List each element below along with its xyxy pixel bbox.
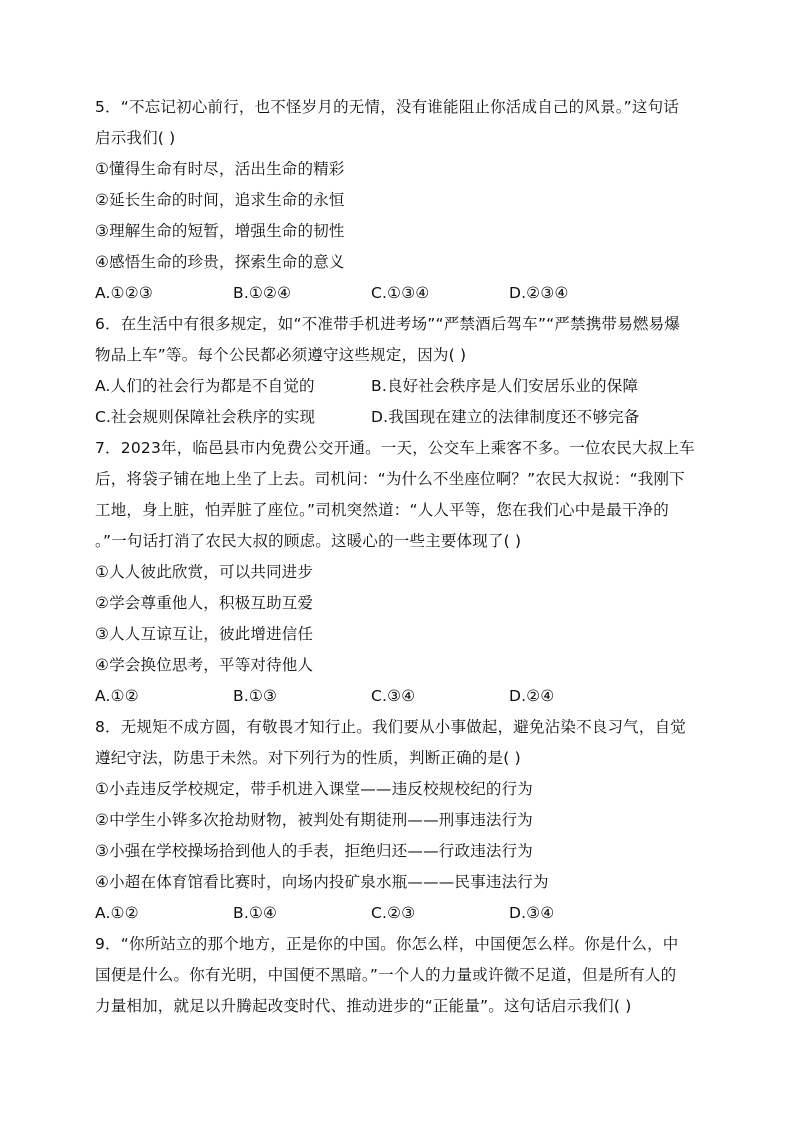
answer-option: C.社会规则保障社会秩序的实现 [95, 408, 316, 426]
answer-option: D.②④ [509, 687, 555, 705]
answer-options-row [95, 898, 715, 929]
answer-option: A.人们的社会行为都是不自觉的 [95, 377, 315, 395]
answer-option: D.②③④ [509, 284, 569, 302]
statement-item: ①人人彼此欣赏，可以共同进步 [95, 563, 314, 581]
statement-item: ④学会换位思考，平等对待他人 [95, 656, 314, 674]
answer-option: B.①④ [233, 904, 278, 922]
question-block [95, 309, 715, 433]
answer-option: D.③④ [509, 904, 555, 922]
answer-option: C.①③④ [371, 284, 430, 302]
statement-item: ③人人互谅互让，彼此增进信任 [95, 625, 314, 643]
question-stem-line: 7．2023年，临邑县市内免费公交开通。一天，公交车上乘客不多。一位农民大叔上车 [95, 439, 695, 457]
answer-options-row [95, 681, 715, 712]
question-stem-line: 8．无规矩不成方圆，有敬畏才知行止。我们要从小事做起，避免沾染不良习气，自觉 [95, 718, 686, 736]
answer-options-row [95, 371, 715, 402]
question-stem-line: 6．在生活中有很多规定，如“不准带手机进考场”“严禁酒后驾车”“严禁携带易燃易爆 [95, 315, 681, 333]
question-stem-line: 9．“你所站立的那个地方，正是你的中国。你怎么样，中国便怎么样。你是什么，中 [95, 935, 679, 953]
answer-option: C.③④ [371, 687, 416, 705]
statement-item: ②学会尊重他人，积极互助互爱 [95, 594, 314, 612]
answer-option: A.①②③ [95, 284, 153, 302]
question-block [95, 712, 715, 929]
statement-item: ③小强在学校操场拾到他人的手表，拒绝归还——行政违法行为 [95, 842, 533, 860]
statement-item: ④感悟生命的珍贵，探索生命的意义 [95, 253, 345, 271]
statement-item: ①懂得生命有时尽，活出生命的精彩 [95, 160, 345, 178]
answer-options-row [95, 402, 715, 433]
question-stem-line: 遵纪守法，防患于未然。对下列行为的性质，判断正确的是( ) [95, 749, 521, 767]
question-stem-line: 。”一句话打消了农民大叔的顾虑。这暖心的一些主要体现了( ) [95, 532, 522, 550]
question-block [95, 433, 715, 712]
question-block [95, 92, 715, 309]
statement-item: ②延长生命的时间，追求生命的永恒 [95, 191, 345, 209]
answer-option: D.我国现在建立的法律制度还不够完备 [371, 408, 640, 426]
statement-item: ③理解生命的短暂，增强生命的韧性 [95, 222, 345, 240]
answer-option: C.②③ [371, 904, 416, 922]
question-stem-line: 启示我们( ) [95, 129, 176, 147]
answer-option: A.①② [95, 687, 139, 705]
question-stem-line: 国便是什么。你有光明，中国便不黑暗。”一个人的力量或许微不足道，但是所有人的 [95, 966, 677, 984]
answer-option: B.①③ [233, 687, 278, 705]
question-stem-line: 物品上车”等。每个公民都必须遵守这些规定，因为( ) [95, 346, 467, 364]
statement-item: ②中学生小铧多次抢劫财物，被判处有期徒刑——刑事违法行为 [95, 811, 533, 829]
question-block [95, 929, 715, 1022]
question-stem-line: 力量相加，就足以升腾起改变时代、推动进步的“正能量”。这句话启示我们( ) [95, 997, 632, 1015]
question-stem-line: 工地，身上脏，怕弄脏了座位。”司机突然道：“人人平等，您在我们心中是最干净的 [95, 501, 669, 519]
answer-option: B.①②④ [233, 284, 292, 302]
question-list [95, 92, 715, 1022]
question-stem-line: 后，将袋子铺在地上坐了上去。司机问：“为什么不坐座位啊？”农民大叔说：“我刚下 [95, 470, 685, 488]
statement-item: ①小垚违反学校规定，带手机进入课堂——违反校规校纪的行为 [95, 780, 533, 798]
answer-option: A.①② [95, 904, 139, 922]
answer-option: B.良好社会秩序是人们安居乐业的保障 [371, 377, 639, 395]
statement-item: ④小超在体育馆看比赛时，向场内投矿泉水瓶———民事违法行为 [95, 873, 549, 891]
question-stem-line: 5．“不忘记初心前行，也不怪岁月的无情，没有谁能阻止你活成自己的风景。”这句话 [95, 98, 679, 116]
answer-options-row [95, 278, 715, 309]
